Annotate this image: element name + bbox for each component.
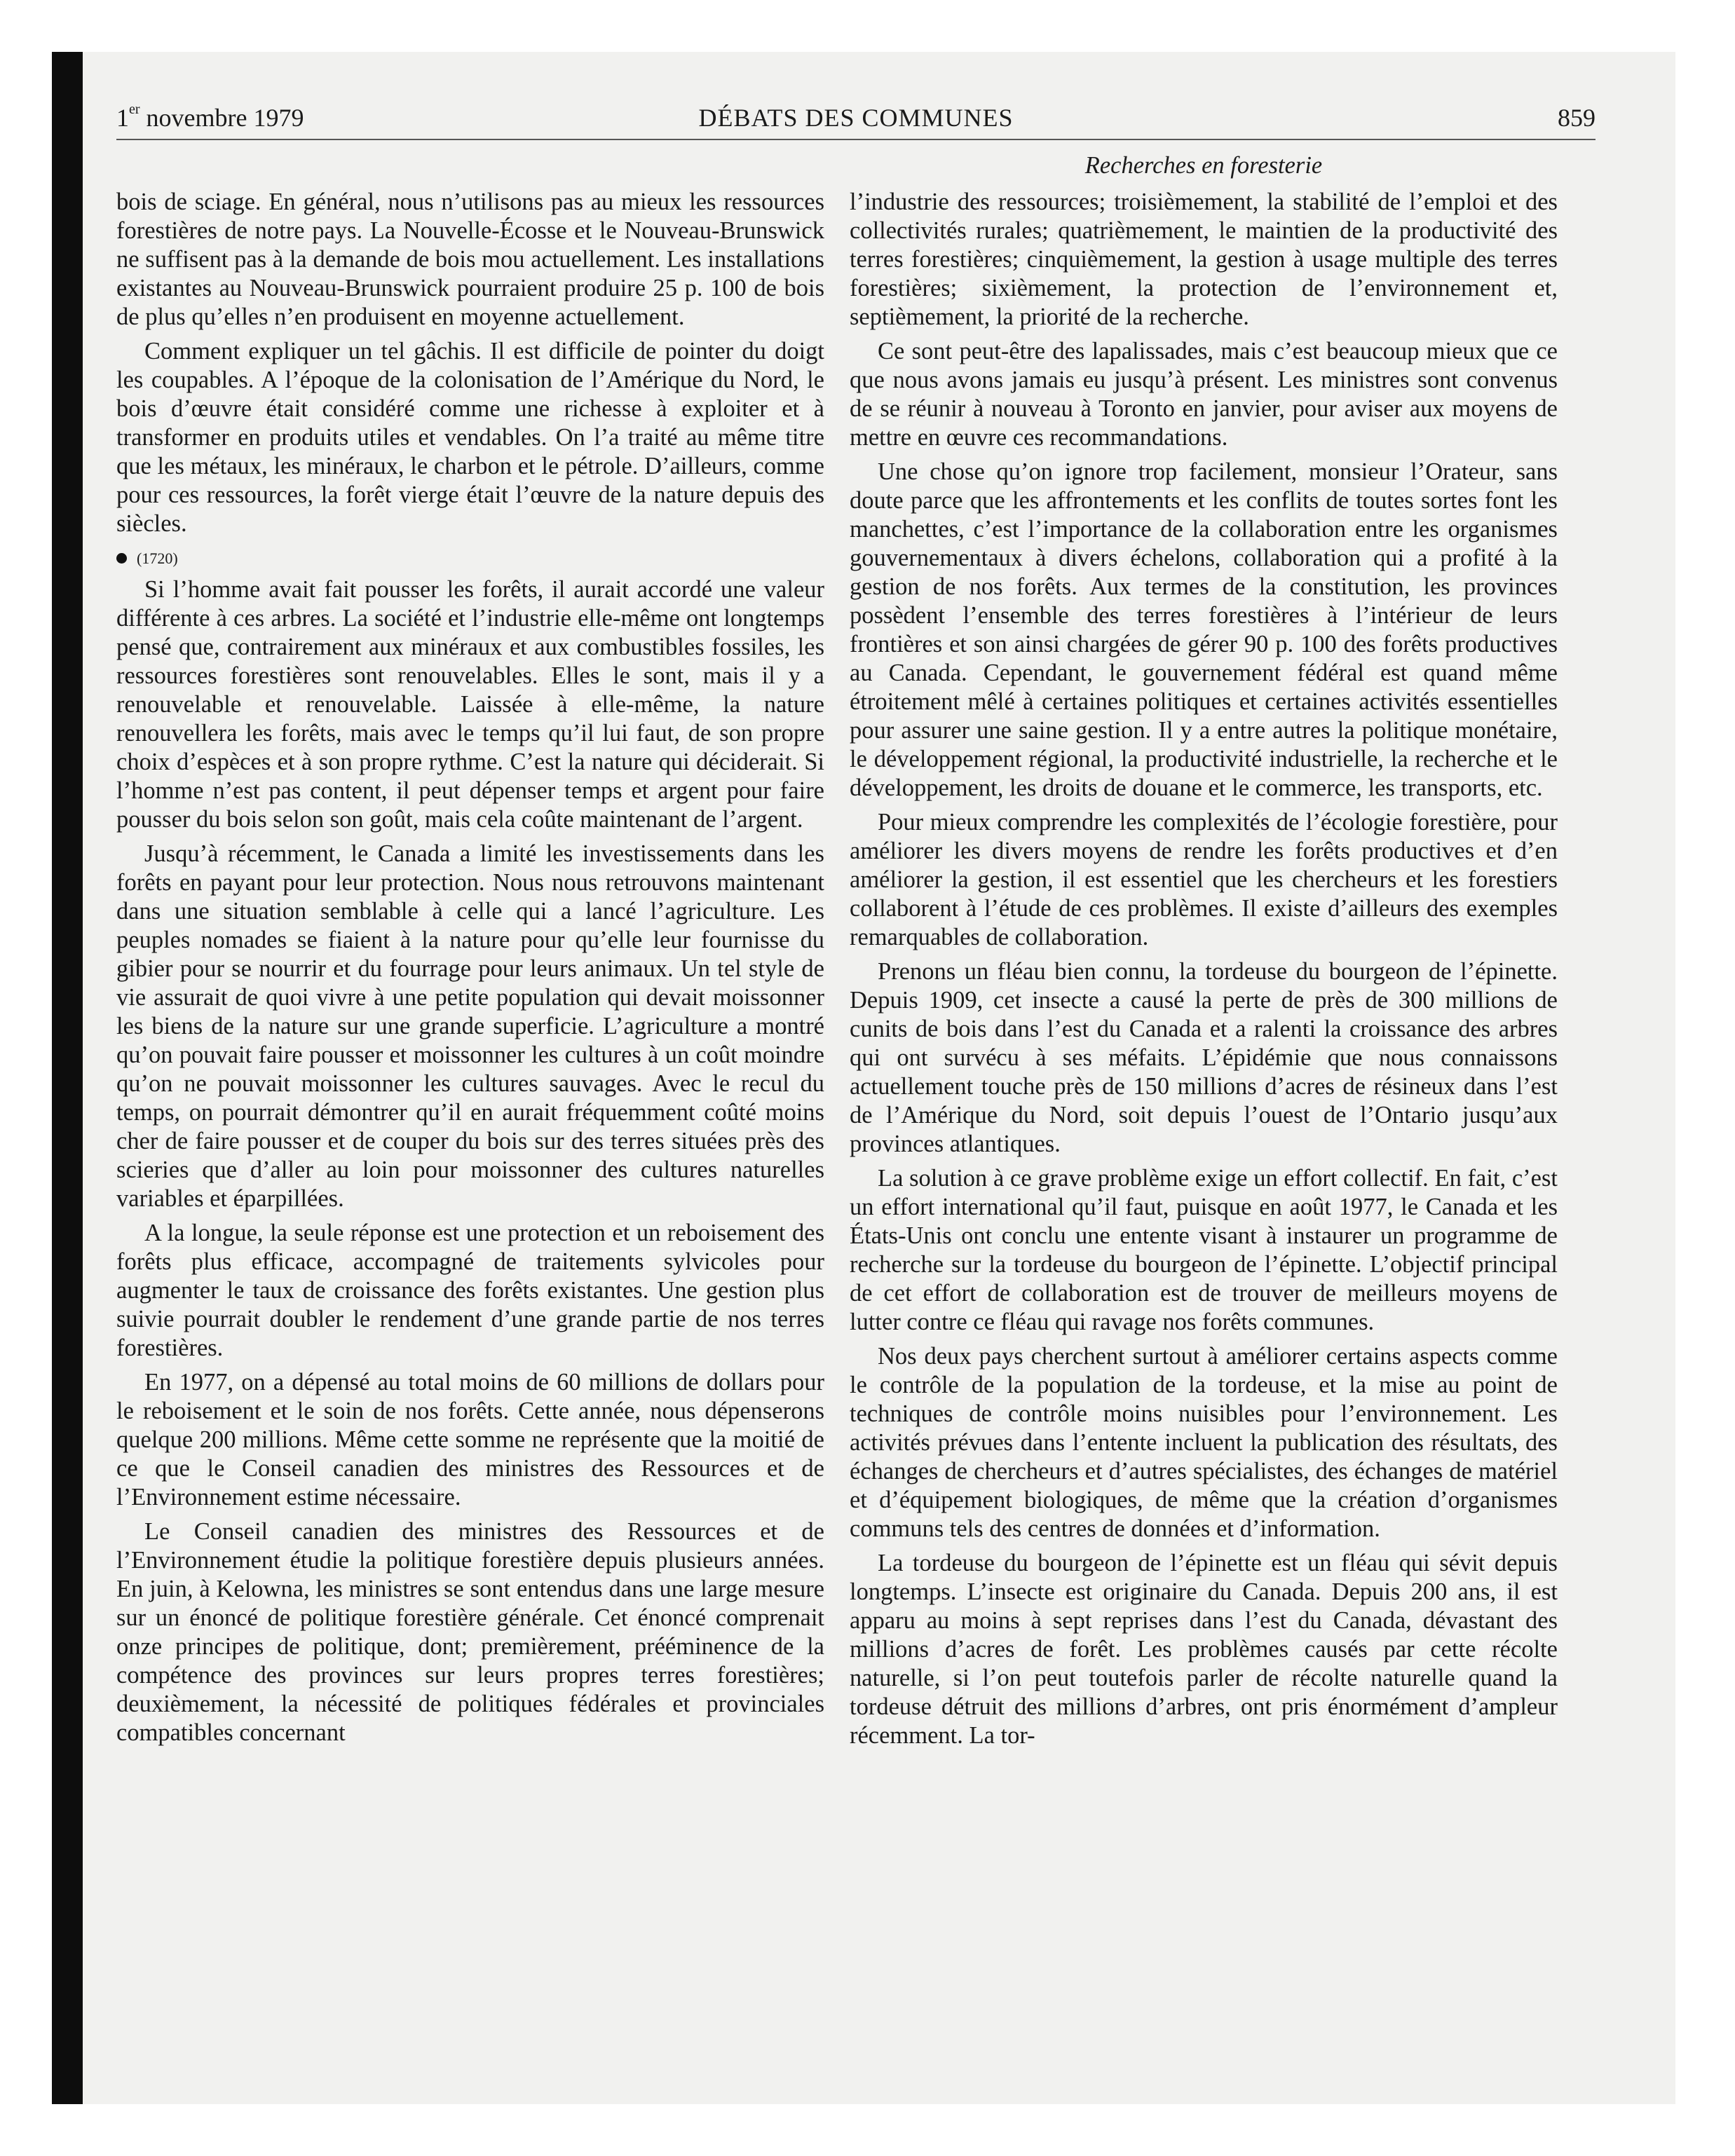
header-title: DÉBATS DES COMMUNES	[698, 104, 1014, 132]
paragraph: La solution à ce grave problème exige un effort collectif. En fait, c’est un effort international qu’il faut, puisque en août 1977, le Canada et les États-Unis ont conclu une entente visant à instaurer un programme de recherche sur la tordeuse du bourgeon de l’épinette. L’objectif principal de cet effort de collaboration est de trouver de meilleurs moyens de lutter contre ce fléau qui ravage nos forêts communes.	[850, 1165, 1558, 1335]
paragraph: Prenons un fléau bien connu, la tordeuse du bourgeon de l’épinette. Depuis 1909, cet insecte a causé la perte de près de 300 millions de cunits de bois dans l’est du Canada et a ralenti la croissance des arbres qui ont survécu à ses méfaits. L’épidémie que nous connaissons actuellement touche près de 150 millions d’acres de résineux dans l’est de l’Amérique du Nord, soit depuis l’ouest de l’Ontario jusqu’aux provinces atlantiques.	[850, 958, 1558, 1157]
paragraph: Nos deux pays cherchent surtout à améliorer certains aspects comme le contrôle de la population de la tordeuse, et la mise au point de techniques de contrôle moins nuisibles pour l’environnement. Les activités prévues dans l’entente incluent la publication des résultats, des échanges de chercheurs et d’autres spécialistes, des échanges de matériel et d’équipement biologiques, de même que la création d’organismes communs tels des centres de données et d’information.	[850, 1343, 1558, 1542]
paragraph: A la longue, la seule réponse est une protection et un reboisement des forêts plus efficace, accompagné de traitements sylvicoles pour augmenter le taux de croissance des forêts existantes. Une gestion plus suivie pourrait doubler le rendement d’une grande partie de nos terres forestières.	[116, 1220, 824, 1361]
page-number: 859	[1558, 104, 1595, 132]
paragraph: Comment expliquer un tel gâchis. Il est difficile de pointer du doigt les coupables. A l’époque de la colonisation de l’Amérique du Nord, le bois d’œuvre était considéré comme une richesse à exploiter et à transformer en produits utiles et vendables. On l’a traité au même titre que les métaux, les minéraux, le charbon et le pétrole. D’ailleurs, comme pour ces ressources, la forêt vierge était l’œuvre de la nature depuis des siècles.	[116, 338, 824, 537]
page-header	[116, 98, 1595, 140]
bullet-icon	[116, 553, 127, 564]
paragraph: Ce sont peut-être des lapalissades, mais c’est beaucoup mieux que ce que nous avons jamais eu jusqu’à présent. Les ministres sont convenus de se réunir à nouveau à Toronto en janvier, pour aviser aux moyens de mettre en œuvre ces recommandations.	[850, 338, 1558, 451]
header-date-day: 1	[116, 104, 129, 132]
paragraph: Le Conseil canadien des ministres des Ressources et de l’Environnement étudie la politique forestière depuis plusieurs années. En juin, à Kelowna, les ministres se sont entendus dans une large mesure sur un énoncé de politique forestière générale. Cet énoncé comprenait onze principes de politique, dont; premièrement, prééminence de la compétence des provinces sur leurs propres terres forestières; deuxièmement, la nécessité de politiques fédérales et provinciales compatibles concernant	[116, 1518, 824, 1746]
paragraph: Une chose qu’on ignore trop facilement, monsieur l’Orateur, sans doute parce que les affrontements et les conflits de toutes sortes font les manchettes, c’est l’importance de la collaboration entre les organismes gouvernementaux à divers échelons, collaboration qui a profité à la gestion de nos forêts. Aux termes de la constitution, les provinces possèdent l’ensemble des terres forestières à l’intérieur de leurs frontières et son ainsi chargées de gérer 90 p. 100 des forêts productives au Canada. Cependant, le gouvernement fédéral est quand même étroitement mêlé à certaines politiques et certaines activités essentielles pour assurer une saine gestion. Il y a entre autres la politique monétaire, le développement régional, la productivité industrielle, la recherche et le développement, les droits de douane et le commerce, les transports, etc.	[850, 458, 1558, 801]
paragraph: Si l’homme avait fait pousser les forêts, il aurait accordé une valeur différente à ces arbres. La société et l’industrie elle-même ont longtemps pensé que, contrairement aux minéraux et aux combustibles fossiles, les ressources forestières sont renouvelables. Elles le sont, mais il y a renouvelable et renouvelable. Laissée à elle-même, la nature renouvellera les forêts, mais avec le temps qu’il lui faut, de son propre choix d’espèces et à son propre rythme. C’est la nature qui déciderait. Si l’homme n’est pas content, il peut dépenser temps et argent pour faire pousser du bois selon son goût, mais cela coûte maintenant de l’argent.	[116, 576, 824, 833]
paragraph: La tordeuse du bourgeon de l’épinette est un fléau qui sévit depuis longtemps. L’insecte est originaire du Canada. Depuis 200 ans, il est apparu au moins à sept reprises dans l’est du Canada, dévastant des millions d’acres de forêt. Les problèmes causés par cette récolte naturelle, si l’on peut toutefois parler de récolte naturelle quand la tordeuse détruit des millions d’arbres, ont pris énormément d’ampleur récemment. La tor-	[850, 1550, 1558, 1749]
section-heading: Recherches en foresterie	[1084, 152, 1323, 179]
paragraph: En 1977, on a dépensé au total moins de 60 millions de dollars pour le reboisement et le soin de nos forêts. Cette année, nous dépenserons quelque 200 millions. Même cette somme ne représente que la moitié de ce que le Conseil canadien des ministres des Ressources et de l’Environnement estime nécessaire.	[116, 1369, 824, 1510]
paragraph: Jusqu’à récemment, le Canada a limité les investissements dans les forêts en payant pour leur protection. Nous nous retrouvons maintenant dans une situation semblable à celle qui a lancé l’agriculture. Les peuples nomades se fiaient à la nature pour qu’elle leur fournisse du gibier pour se nourrir et du fourrage pour leurs animaux. Un tel style de vie assurait de quoi vivre à une petite population qui devait moissonner les biens de la nature sur une grande superficie. L’agriculture a montré qu’on pouvait faire pousser et moissonner les cultures à un coût moindre qu’on ne pouvait moissonner les cultures sauvages. Avec le recul du temps, on pourrait démontrer qu’il en aurait fréquemment coûté moins cher de faire pousser et de couper du bois sur des terres situées près des scieries que d’aller au loin pour moissonner des cultures naturelles variables et éparpillées.	[116, 840, 824, 1212]
header-date	[116, 102, 304, 133]
scan-edge-bar	[52, 52, 83, 2104]
header-date-suffix: er	[129, 102, 140, 117]
paragraph: l’industrie des ressources; troisièmement, la stabilité de l’emploi et des collectivités rurales; quatrièmement, le maintien de la productivité des terres forestières; cinquièmement, la gestion à usage multiple des terres forestières; sixièmement, la protection de l’environnement et, septièmement, la priorité de la recherche.	[850, 189, 1558, 330]
right-column	[850, 188, 1558, 1756]
paragraph: bois de sciage. En général, nous n’utilisons pas au mieux les ressources forestières de notre pays. La Nouvelle-Écosse et le Nouveau-Brunswick ne suffisent pas à la demande de bois mou actuellement. Les installations existantes au Nouveau-Brunswick pourraient produire 25 p. 100 de bois de plus qu’elles n’en produisent en moyenne actuellement.	[116, 189, 824, 330]
header-date-month-year: novembre 1979	[140, 104, 304, 132]
left-column	[116, 188, 824, 1753]
paragraph: Pour mieux comprendre les complexités de l’écologie forestière, pour améliorer les divers moyens de rendre les forêts productives et d’en améliorer la gestion, il est essentiel que les chercheurs et les forestiers collaborent à l’étude de ces problèmes. Il existe d’ailleurs des exemples remarquables de collaboration.	[850, 809, 1558, 950]
time-marker-label: (1720)	[137, 550, 178, 567]
time-marker	[116, 544, 824, 573]
